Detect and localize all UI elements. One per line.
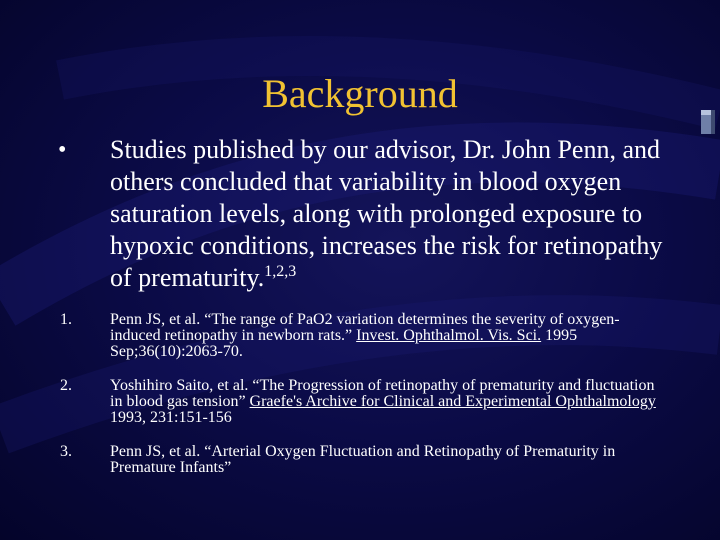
references-list — [60, 312, 670, 476]
reference-number: 2. — [60, 377, 72, 394]
reference-item — [60, 378, 670, 426]
reference-journal: Invest. Ophthalmol. Vis. Sci. — [356, 327, 542, 344]
reference-details: 1995 Sep;36(10):2063-70. — [110, 327, 578, 360]
reference-details: 1993, 231:151-156 — [110, 409, 232, 426]
bullet-text — [110, 134, 690, 294]
reference-journal: Graefe's Archive for Clinical and Experimental Ophthalmology — [249, 393, 656, 410]
reference-text: Yoshihiro Saito, et al. “The Progression of retinopathy of prematurity and fluctuation in blood gas tension” — [110, 377, 655, 410]
slide-title: Background — [262, 71, 458, 116]
navigation-marker-icon — [698, 108, 718, 136]
reference-number: 3. — [60, 443, 72, 460]
reference-text: Penn JS, et al. “The range of PaO2 variation determines the severity of oxygen-induced retinopathy in newborn rats.” — [110, 311, 620, 344]
citation-superscript: 1,2,3 — [264, 263, 297, 280]
reference-item — [60, 444, 670, 476]
reference-number: 1. — [60, 311, 72, 328]
reference-item — [60, 312, 670, 360]
bullet-body: Studies published by our advisor, Dr. John Penn, and others concluded that variability in blood oxygen saturation levels, along with prolonged exposure to hypoxic conditions, increases the risk for retinopathy of prematurity. — [110, 135, 663, 292]
reference-text: Penn JS, et al. “Arterial Oxygen Fluctuation and Retinopathy of Prematurity in Premature Infants” — [110, 443, 616, 476]
bullet-icon: • — [58, 137, 67, 163]
